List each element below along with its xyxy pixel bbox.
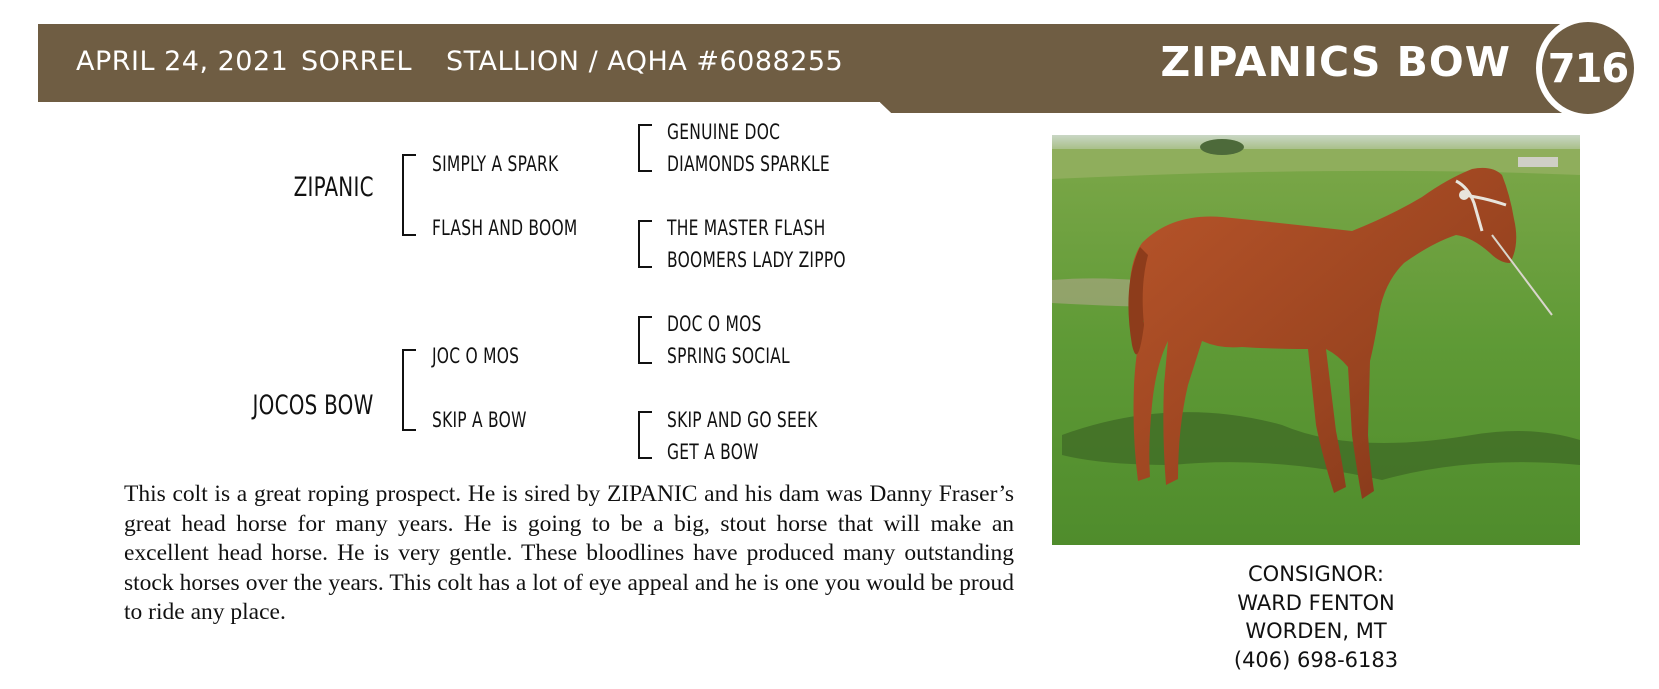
consignor-location: WORDEN, MT [1245, 619, 1387, 643]
consignor-block [1052, 560, 1580, 674]
bracket-sire [402, 154, 416, 236]
pedigree-sire-sire-sire: GENUINE DOC [667, 120, 781, 144]
pedigree-sire-sire: SIMPLY A SPARK [432, 152, 559, 176]
pedigree-dam: JOCOS BOW [253, 390, 374, 421]
foal-date: APRIL 24, 2021 [76, 46, 289, 77]
bracket-sire-dam [638, 220, 652, 268]
pedigree-sire-sire-dam: DIAMONDS SPARKLE [667, 152, 830, 176]
lot-number: 716 [1547, 46, 1629, 92]
bracket-sire-sire [638, 124, 652, 172]
consignor-label: CONSIGNOR: [1248, 562, 1384, 586]
pedigree-sire-dam-sire: THE MASTER FLASH [667, 216, 826, 240]
horse-description: This colt is a great roping prospect. He is sired by ZIPANIC and his dam was Danny Fraser’s great head horse for many years. He is going to be a big, stout horse that will make an excellent head horse. He is very gentle. These bloodlines have produced many outstanding stock horses over the years. This colt has a lot of eye appeal and he is one you would be proud to ride any place. [124, 481, 1014, 625]
bracket-dam [402, 349, 416, 431]
consignor-name: WARD FENTON [1237, 590, 1395, 615]
lot-badge [1536, 16, 1640, 120]
sex-registry: STALLION / AQHA #6088255 [446, 46, 844, 77]
bracket-dam-sire [638, 316, 652, 364]
horse-color: SORREL [301, 46, 413, 77]
pedigree-dam-dam-sire: SKIP AND GO SEEK [667, 408, 818, 432]
bracket-dam-dam [638, 411, 652, 459]
pedigree-sire-dam: FLASH AND BOOM [432, 216, 578, 240]
pedigree-sire-dam-dam: BOOMERS LADY ZIPPO [667, 248, 846, 272]
pedigree-dam-sire-dam: SPRING SOCIAL [667, 344, 790, 368]
horse-name-title: ZIPANICS BOW [1160, 38, 1511, 86]
pedigree-dam-sire-sire: DOC O MOS [667, 312, 762, 336]
pedigree-dam-sire: JOC O MOS [432, 344, 520, 368]
consignor-phone: (406) 698-6183 [1233, 647, 1399, 672]
horse-photo [1052, 135, 1580, 545]
pedigree-sire: ZIPANIC [293, 172, 374, 203]
pedigree-dam-dam: SKIP A BOW [432, 408, 527, 432]
pedigree-dam-dam-dam: GET A BOW [667, 440, 759, 464]
